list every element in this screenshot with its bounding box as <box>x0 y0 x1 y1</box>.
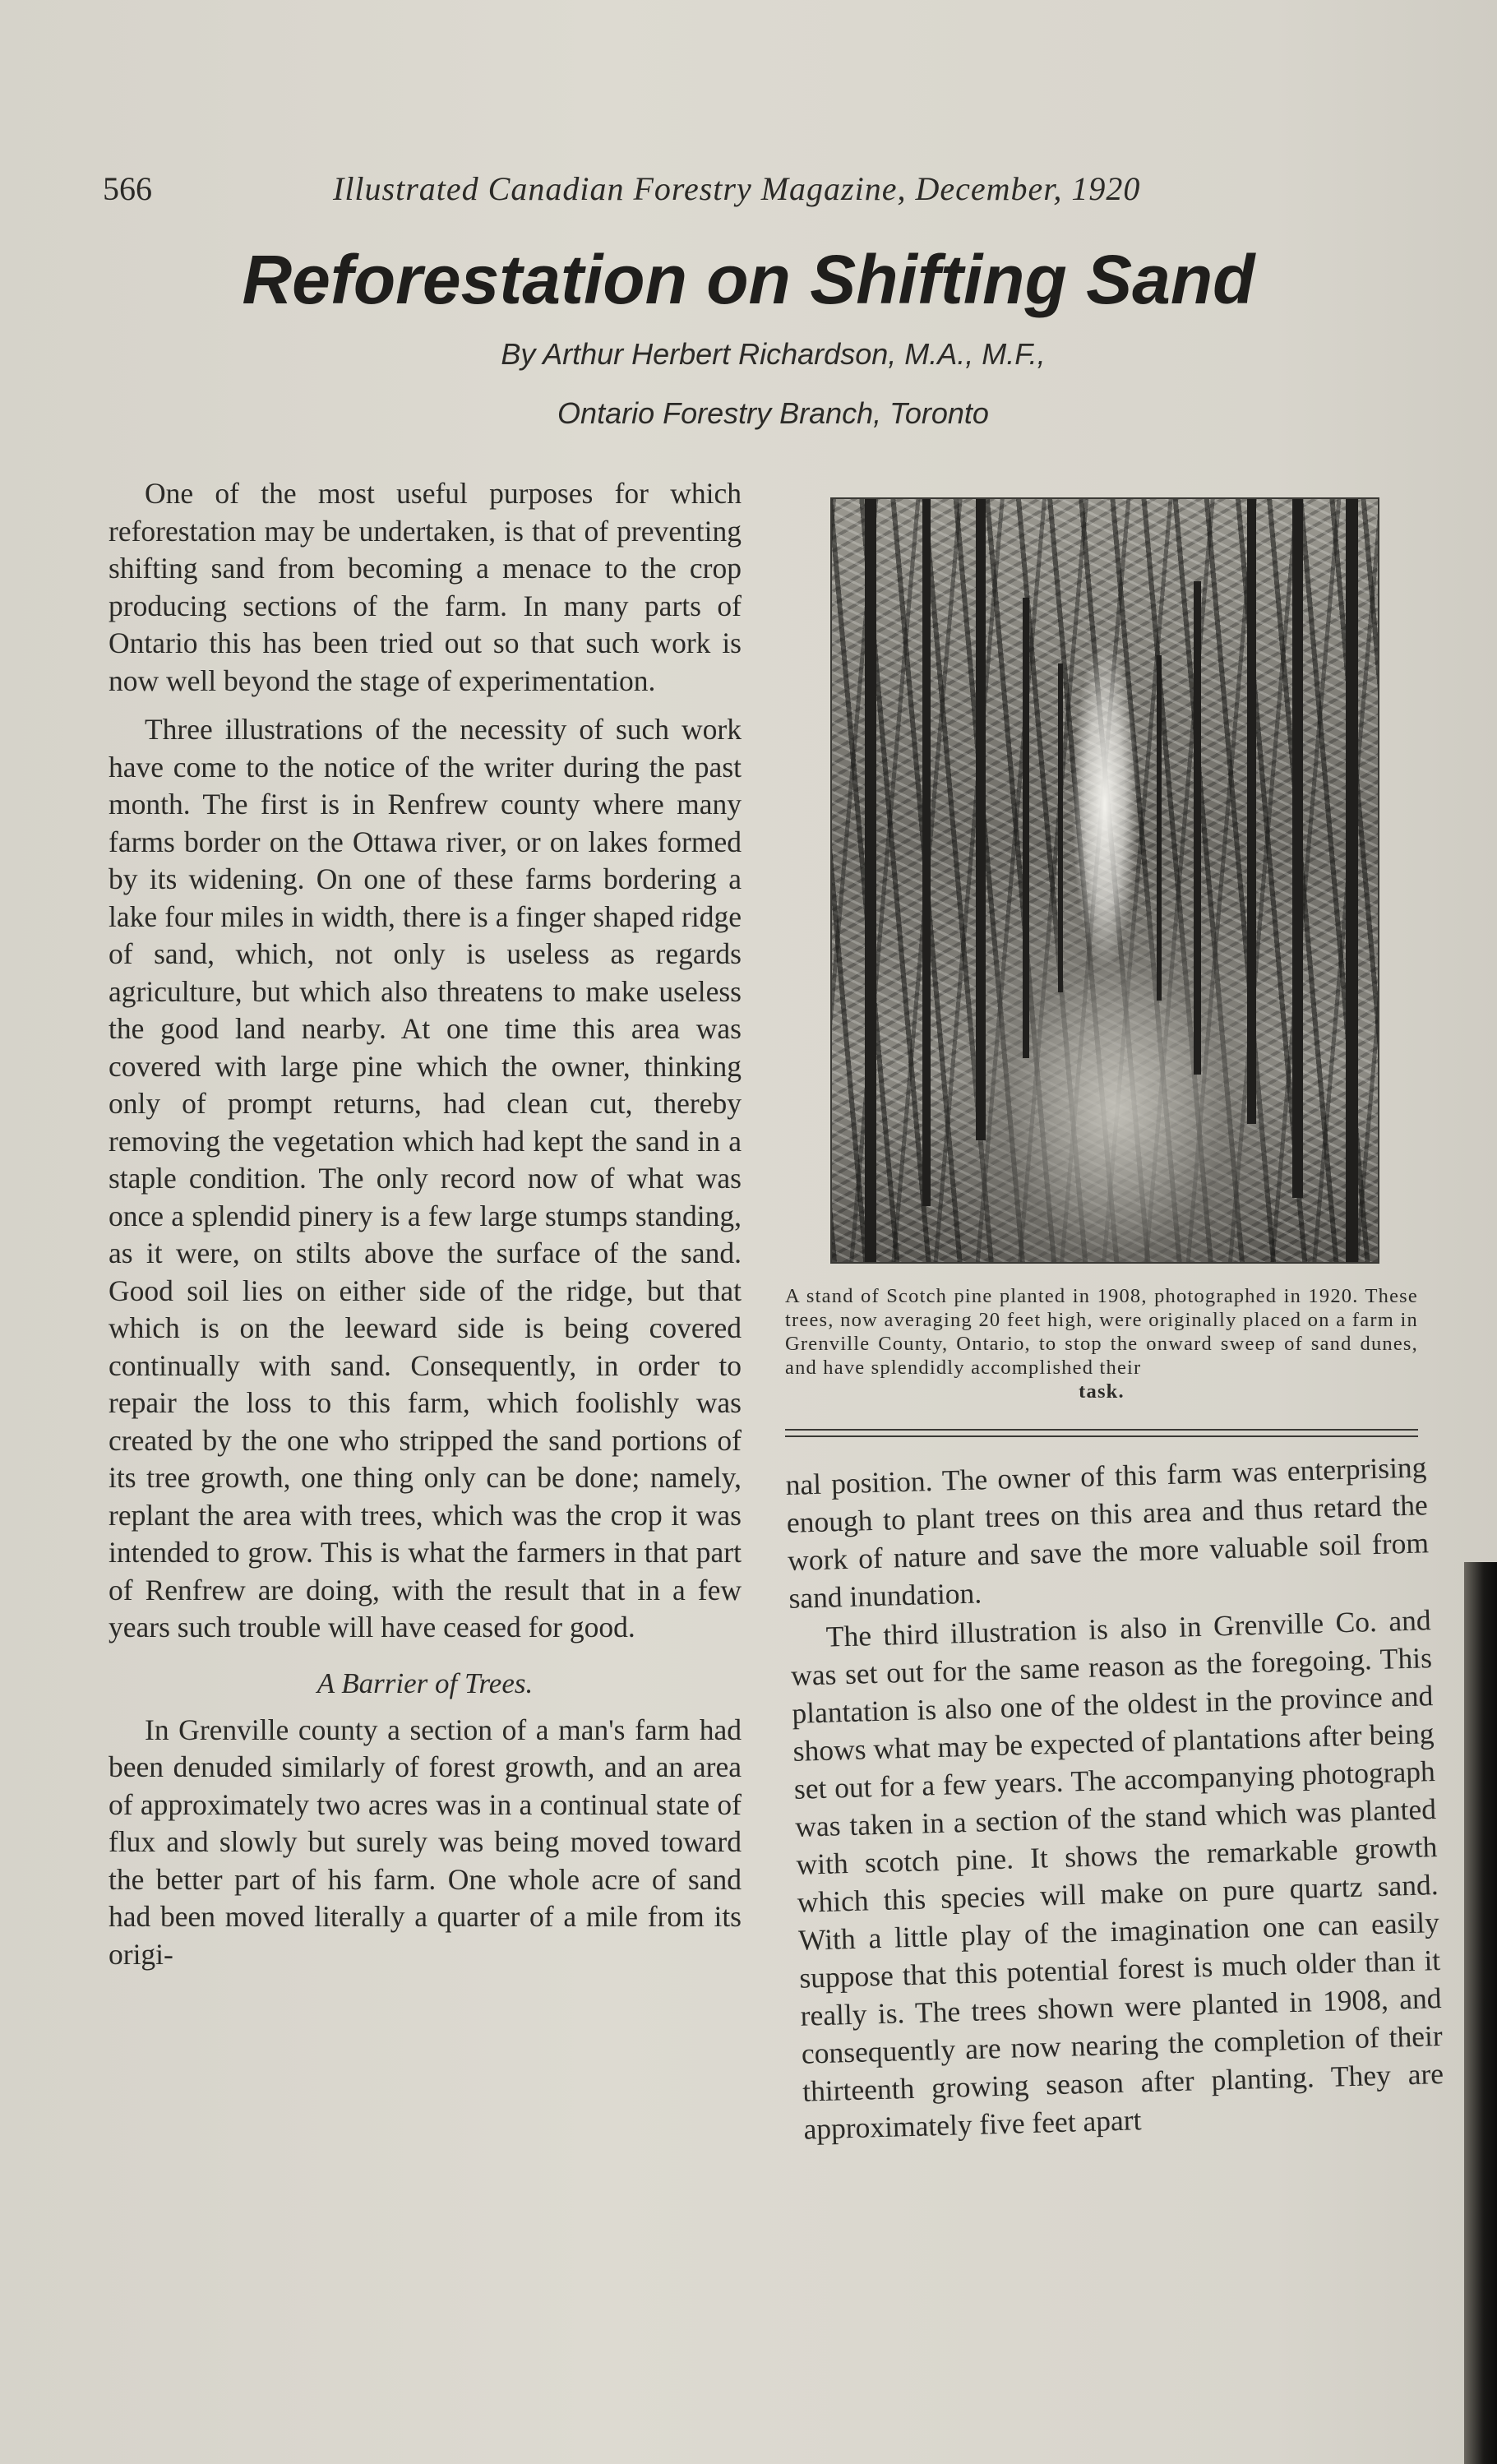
paragraph: One of the most useful purposes for which reforestation may be undertaken, is that of preventing shifting sand from becoming a menace to the crop producing sections of the farm. In many parts of Ontario this has been tried out so that such work is now well beyond the stage of experimentation. <box>109 477 742 697</box>
tree-trunk <box>1023 598 1029 1058</box>
right-column <box>785 1448 1445 2147</box>
author-affiliation: Ontario Forestry Branch, Toronto <box>557 396 989 430</box>
tree-trunk <box>1292 499 1303 1198</box>
photo-caption <box>785 1284 1418 1403</box>
book-spine-shadow <box>1464 1562 1497 2464</box>
section-subheading: A Barrier of Trees. <box>316 1667 534 1699</box>
caption-end: task. <box>1079 1380 1125 1403</box>
tree-trunk <box>865 499 876 1262</box>
tree-trunk <box>1194 581 1201 1075</box>
tree-trunk <box>1346 499 1358 1262</box>
tree-trunk <box>922 499 931 1206</box>
article-title: Reforestation on Shifting Sand <box>242 241 1255 318</box>
journal-title: Illustrated Canadian Forestry Magazine, December, 1920 <box>333 170 1141 207</box>
divider-rule <box>785 1429 1418 1431</box>
paragraph: The third illustration is also in Grenville Co. and was set out for the same reason as the foregoing. This plantation is also one of the oldest in the province and shows what may be expected of plantations after being set out for a few years. The accompanying photograph was taken in a section of the stand which was planted with scotch pine. It shows the remarkable growth which this species will make on pure quartz sand. With a little play of the imagination one can easily suppose that this potential forest is much older than it really is. The trees shown were planted in 1908, and consequently are now nearing the completion of their thirteenth growing season after planting. They are approximately five feet apart <box>790 1603 1444 2146</box>
page-number: 566 <box>103 170 152 207</box>
article-byline: By Arthur Herbert Richardson, M.A., M.F., <box>501 337 1046 371</box>
paragraph: nal position. The owner of this farm was enterprising enough to plant trees on this area and thus retard the work of nature and save the more valuable soil from sand inundation. <box>785 1450 1430 1615</box>
tree-trunk <box>1058 663 1063 992</box>
tree-trunk <box>1247 499 1256 1124</box>
divider-rule <box>785 1435 1418 1437</box>
tree-trunk <box>1157 655 1162 1001</box>
left-column <box>109 475 742 1973</box>
paragraph: Three illustrations of the necessity of such work have come to the notice of the writer during the past month. The first is in Renfrew county where many farms border on the Ottawa river, or on lakes formed by its widening. On one of these farms bordering a lake four miles in width, there is a finger shaped ridge of sand, which, not only is useless as regards agriculture, but which also threatens to make useless the good land nearby. At one time this area was covered with large pine which the owner, thinking only of prompt returns, had clean cut, thereby removing the vegetation which had kept the sand in a staple condition. The only record now of what was once a splendid pinery is a few large stumps standing, as it were, on stilts above the surface of the sand. Good soil lies on either side of the ridge, but that which is on the leeward side is being covered continually with sand. Consequently, in order to repair the loss to this farm, which foolishly was created by the one who stripped the sand portions of its tree growth, one thing only can be done; namely, replant the area with trees, which was the crop it was intended to grow. This is what the farmers in that part of Renfrew are doing, with the result that in a few years such trouble will have ceased for good. <box>109 713 742 1643</box>
tree-trunk <box>976 499 986 1140</box>
paragraph: In Grenville county a section of a man's farm had been denuded similarly of forest growth, and an area of approximately two acres was in a continual state of flux and slowly but surely was being moved toward the better part of his farm. One whole acre of sand had been moved literally a quarter of a mile from its origi- <box>109 1713 742 1971</box>
caption-text: A stand of Scotch pine planted in 1908, photographed in 1920. These trees, now averaging 20 feet high, were originally placed on a farm in Grenville County, Ontario, to stop the onward sweep of sand dunes, and have splendidly accomplished their <box>785 1285 1418 1379</box>
scotch-pine-photo <box>830 497 1379 1264</box>
